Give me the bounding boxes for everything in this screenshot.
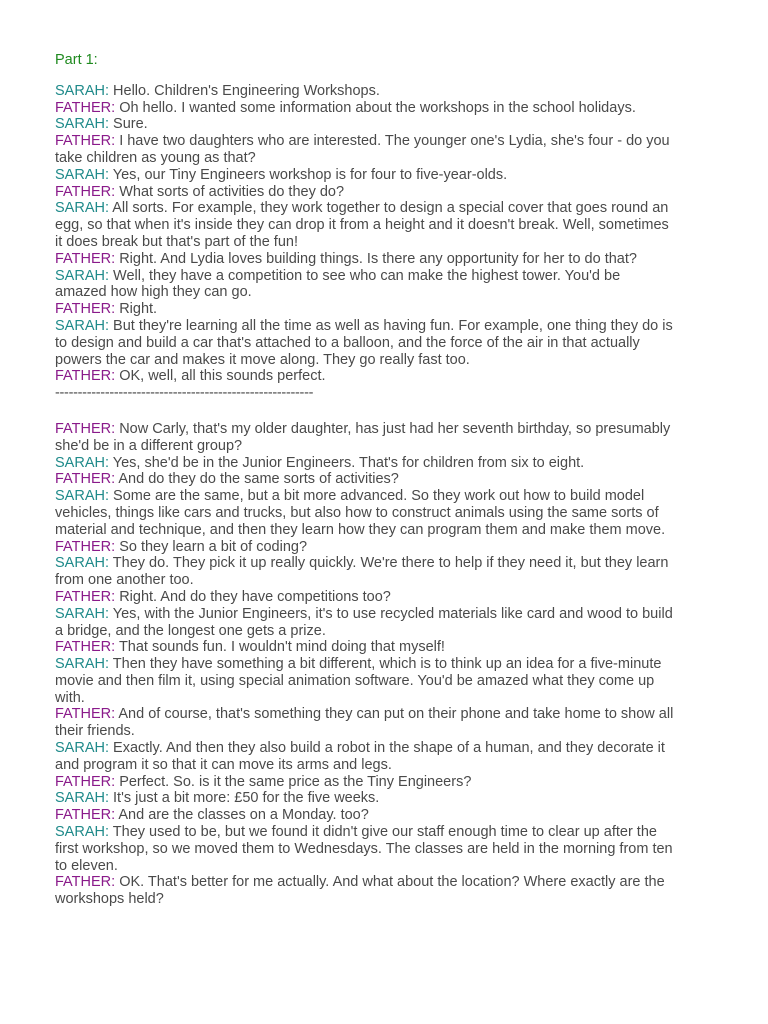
- line-text: It's just a bit more: £50 for the five weeks.: [113, 790, 380, 807]
- speaker-label: FATHER:: [55, 807, 116, 824]
- dialogue-line: [55, 184, 675, 201]
- dialogue-line: [55, 656, 675, 706]
- dialogue-line: [55, 318, 675, 368]
- line-text: They do. They pick it up really quickly. We're there to help if they need it, but they learn from one another too.: [55, 555, 669, 589]
- line-text: They used to be, but we found it didn't give our staff enough time to clear up after the first workshop, so we moved them to Wednesdays. The classes are held in the morning from ten to eleven.: [55, 824, 673, 874]
- speaker-label: FATHER:: [55, 874, 116, 891]
- speaker-label: FATHER:: [55, 250, 116, 267]
- speaker-label: SARAH:: [55, 267, 109, 284]
- speaker-label: SARAH:: [55, 740, 109, 757]
- speaker-label: SARAH:: [55, 166, 109, 183]
- dialogue-line: [55, 421, 675, 455]
- line-text: Yes, she'd be in the Junior Engineers. That's for children from six to eight.: [112, 454, 585, 471]
- line-text: But they're learning all the time as well as having fun. For example, one thing they do is to design and build a car that's attached to a balloon, and the force of the air in that actually powers the car and makes it move along. They go really fast too.: [55, 317, 673, 368]
- line-text: Yes, with the Junior Engineers, it's to use recycled materials like card and wood to build a bridge, and the longest one gets a prize.: [55, 605, 673, 639]
- speaker-label: FATHER:: [55, 706, 116, 723]
- speaker-label: SARAH:: [55, 116, 109, 133]
- dialogue-section-2: [55, 421, 675, 908]
- speaker-label: FATHER:: [55, 588, 116, 605]
- dialogue-line: [55, 488, 675, 538]
- line-text: Yes, our Tiny Engineers workshop is for four to five-year-olds.: [112, 166, 508, 183]
- dialogue-line: [55, 200, 675, 250]
- dialogue-line: [55, 589, 675, 606]
- line-text: Some are the same, but a bit more advanced. So they work out how to build model vehicles, things like cars and trucks, but also how to construct animals using the same sorts of material and technique, and then they learn how they can program them and make them move.: [55, 488, 666, 538]
- line-text: Exactly. And then they also build a robot in the shape of a human, and they decorate it and program it so that it can move its arms and legs.: [55, 740, 665, 773]
- speaker-label: FATHER:: [55, 773, 116, 790]
- dialogue-section-1: [55, 83, 675, 385]
- dialogue-line: [55, 268, 675, 302]
- dialogue-line: [55, 455, 675, 472]
- dialogue-line: [55, 824, 675, 874]
- dialogue-line: [55, 639, 675, 656]
- line-text: Sure.: [113, 116, 148, 133]
- line-text: Right.: [119, 301, 158, 318]
- line-text: That sounds fun. I wouldn't mind doing that myself!: [118, 639, 445, 656]
- dialogue-line: [55, 874, 675, 908]
- speaker-label: SARAH:: [55, 555, 109, 572]
- speaker-label: FATHER:: [55, 420, 116, 437]
- speaker-label: FATHER:: [55, 133, 116, 150]
- line-text: OK. That's better for me actually. And what about the location? Where exactly are the workshops held?: [55, 874, 665, 908]
- speaker-label: FATHER:: [55, 639, 116, 656]
- speaker-label: SARAH:: [55, 824, 109, 841]
- dialogue-line: [55, 539, 675, 556]
- dialogue-line: [55, 133, 675, 167]
- line-text: Now Carly, that's my older daughter, has just had her seventh birthday, so presumably she'd be in a different group?: [55, 420, 671, 454]
- speaker-label: SARAH:: [55, 454, 109, 471]
- speaker-label: FATHER:: [55, 538, 116, 555]
- line-text: Hello. Children's Engineering Workshops.: [113, 82, 380, 99]
- speaker-label: FATHER:: [55, 471, 116, 488]
- speaker-label: SARAH:: [55, 605, 109, 622]
- line-text: Oh hello. I wanted some information about the workshops in the school holidays.: [119, 99, 636, 116]
- dialogue-line: [55, 555, 675, 589]
- speaker-label: SARAH:: [55, 200, 109, 217]
- dialogue-line: [55, 740, 675, 774]
- line-text: Right. And do they have competitions too?: [119, 588, 391, 605]
- transcript-page: [55, 52, 675, 908]
- dialogue-line: [55, 471, 675, 488]
- line-text: And of course, that's something they can put on their phone and take home to show all their friends.: [55, 706, 674, 740]
- line-text: Right. And Lydia loves building things. Is there any opportunity for her to do that?: [119, 250, 637, 267]
- speaker-label: FATHER:: [55, 183, 116, 200]
- line-text: What sorts of activities do they do?: [119, 183, 345, 200]
- speaker-label: FATHER:: [55, 368, 116, 385]
- line-text: Then they have something a bit different, which is to think up an idea for a five-minute movie and then film it, using special animation software. You'd be amazed what they come up with.: [55, 656, 662, 706]
- dialogue-line: [55, 301, 675, 318]
- dialogue-line: [55, 774, 675, 791]
- speaker-label: SARAH:: [55, 656, 109, 673]
- section-divider: ---------------------------------------------------------: [55, 385, 314, 402]
- dialogue-line: [55, 167, 675, 184]
- line-text: Well, they have a competition to see who can make the highest tower. You'd be amazed how high they can go.: [55, 267, 621, 301]
- dialogue-line: [55, 116, 675, 133]
- speaker-label: SARAH:: [55, 790, 109, 807]
- speaker-label: SARAH:: [55, 488, 109, 505]
- line-text: I have two daughters who are interested. The younger one's Lydia, she's four - do you take children as young as that?: [55, 133, 670, 166]
- line-text: And do they do the same sorts of activities?: [118, 471, 399, 488]
- dialogue-line: [55, 368, 675, 385]
- speaker-label: SARAH:: [55, 317, 109, 334]
- speaker-label: SARAH:: [55, 82, 109, 99]
- line-text: And are the classes on a Monday. too?: [118, 807, 369, 824]
- dialogue-line: [55, 251, 675, 268]
- speaker-label: FATHER:: [55, 301, 116, 318]
- line-text: So they learn a bit of coding?: [119, 538, 308, 555]
- dialogue-line: [55, 807, 675, 824]
- speaker-label: FATHER:: [55, 99, 116, 116]
- line-text: Perfect. So. is it the same price as the Tiny Engineers?: [119, 773, 472, 790]
- dialogue-line: [55, 100, 675, 117]
- dialogue-line: [55, 706, 675, 740]
- part-heading: Part 1:: [55, 52, 98, 68]
- dialogue-line: [55, 790, 675, 807]
- line-text: All sorts. For example, they work together to design a special cover that goes round an egg, so that when it's inside they can drop it from a height and it doesn't break. Well, sometimes it does break but that's part of the fun!: [55, 200, 669, 250]
- dialogue-line: [55, 83, 675, 100]
- line-text: OK, well, all this sounds perfect.: [119, 368, 326, 385]
- dialogue-line: [55, 606, 675, 640]
